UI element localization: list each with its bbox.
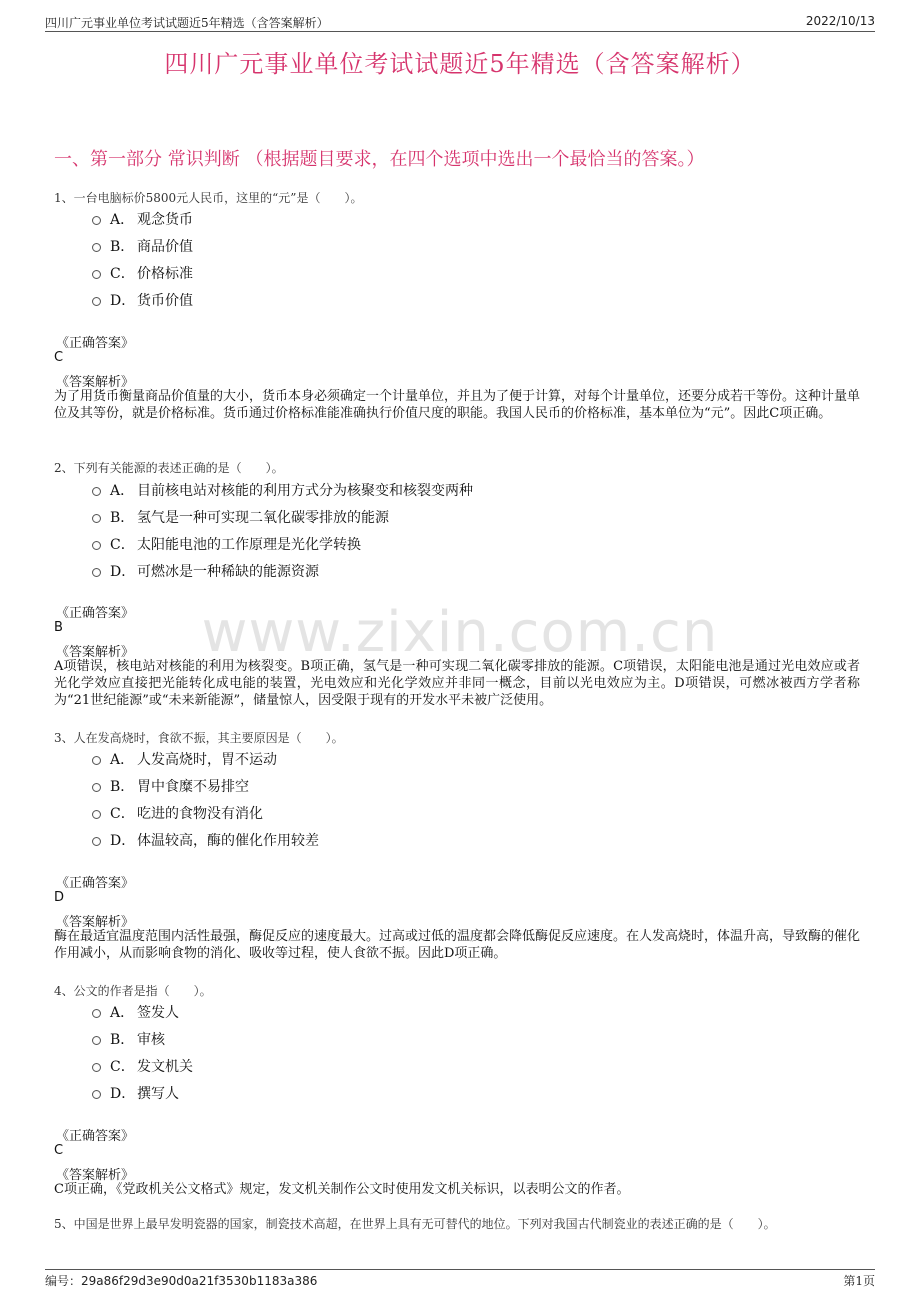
option-c[interactable]: C． 发文机关 <box>92 1056 193 1076</box>
option-d[interactable]: D． 货币价值 <box>92 290 193 310</box>
answer-value: C <box>54 350 64 365</box>
option-c[interactable]: C． 吃进的食物没有消化 <box>92 803 263 823</box>
radio-icon[interactable] <box>92 783 101 792</box>
explanation-text: 酶在最适宜温度范围内活性最强，酶促反应的速度最大。过高或过低的温度都会降低酶促反应速度。在人发高烧时，体温升高，导致酶的催化作用减小，从而影响食物的消化、吸收等过程，使人食欲不振。因此D项正确。 <box>54 929 861 961</box>
question-stem: 3、人在发高烧时，食欲不振，其主要原因是（ ）。 <box>54 731 344 745</box>
explanation-label: 《答案解析》 <box>56 915 135 930</box>
answer-label: 《正确答案》 <box>56 336 135 351</box>
radio-icon[interactable] <box>92 297 101 306</box>
radio-icon[interactable] <box>92 1090 101 1099</box>
radio-icon[interactable] <box>92 756 101 765</box>
option-b[interactable]: B． 胃中食糜不易排空 <box>92 776 249 796</box>
option-d[interactable]: D． 撰写人 <box>92 1083 179 1103</box>
option-c[interactable]: C． 太阳能电池的工作原理是光化学转换 <box>92 534 361 554</box>
option-a[interactable]: A． 签发人 <box>92 1002 179 1022</box>
answer-label: 《正确答案》 <box>56 606 135 621</box>
question-stem: 2、下列有关能源的表述正确的是（ ）。 <box>54 461 284 475</box>
explanation-text: A项错误，核电站对核能的利用为核裂变。B项正确，氢气是一种可实现二氧化碳零排放的能源。C项错误，太阳能电池是通过光电效应或者光化学效应直接把光能转化成电能的装置，光电效应和光化学效应并非同一概念，目前以光电效应为主。D项错误，可燃冰被西方学者称为“21世纪能源”或“未来新能源”，储量惊人，因受限于现有的开发水平未被广泛使用。 <box>54 659 860 708</box>
radio-icon[interactable] <box>92 541 101 550</box>
explanation-label: 《答案解析》 <box>56 1168 135 1183</box>
section-heading: 一、第一部分 常识判断 （根据题目要求，在四个选项中选出一个最恰当的答案。） <box>54 149 705 170</box>
explanation-label: 《答案解析》 <box>56 645 135 660</box>
radio-icon[interactable] <box>92 1063 101 1072</box>
doc-code: 编号：29a86f29d3e90d0a21f3530b1183a386 <box>45 1274 318 1288</box>
option-c[interactable]: C． 价格标准 <box>92 263 193 283</box>
radio-icon[interactable] <box>92 837 101 846</box>
question-stem: 1、一台电脑标价5800元人民币，这里的“元”是（ ）。 <box>54 191 363 205</box>
radio-icon[interactable] <box>92 568 101 577</box>
option-a[interactable]: A． 人发高烧时，胃不运动 <box>92 749 277 769</box>
header-date: 2022/10/13 <box>805 14 875 28</box>
option-a[interactable]: A． 观念货币 <box>92 209 193 229</box>
page-number: 第1页 <box>843 1274 875 1288</box>
footer-divider <box>45 1269 875 1270</box>
page-header <box>45 14 875 32</box>
radio-icon[interactable] <box>92 487 101 496</box>
header-doc-title: 四川广元事业单位考试试题近5年精选（含答案解析） <box>45 16 329 30</box>
radio-icon[interactable] <box>92 1036 101 1045</box>
page-footer <box>45 1272 875 1290</box>
answer-label: 《正确答案》 <box>56 1129 135 1144</box>
watermark: www.zixin.com.cn <box>201 600 719 665</box>
radio-icon[interactable] <box>92 270 101 279</box>
question-stem: 4、公文的作者是指（ ）。 <box>54 984 212 998</box>
option-b[interactable]: B． 商品价值 <box>92 236 193 256</box>
header-divider <box>45 31 875 32</box>
option-a[interactable]: A． 目前核电站对核能的利用方式分为核聚变和核裂变两种 <box>92 480 473 500</box>
explanation-text: C项正确，《党政机关公文格式》规定，发文机关制作公文时使用发文机关标识，以表明公文的作者。 <box>54 1182 630 1197</box>
radio-icon[interactable] <box>92 1009 101 1018</box>
answer-value: B <box>54 620 63 635</box>
answer-value: D <box>54 890 65 905</box>
option-b[interactable]: B． 审核 <box>92 1029 165 1049</box>
radio-icon[interactable] <box>92 810 101 819</box>
answer-value: C <box>54 1143 64 1158</box>
question-stem: 5、中国是世界上最早发明瓷器的国家，制瓷技术高超，在世界上具有无可替代的地位。下列对我国古代制瓷业的表述正确的是（ ）。 <box>54 1217 776 1231</box>
option-d[interactable]: D． 可燃冰是一种稀缺的能源资源 <box>92 561 319 581</box>
explanation-text: 为了用货币衡量商品价值量的大小，货币本身必须确定一个计量单位，并且为了便于计算，对每个计量单位，还要分成若干等份。这种计量单位及其等份，就是价格标准。货币通过价格标准能准确执行价值尺度的职能。我国人民币的价格标准，基本单位为“元”。因此C项正确。 <box>54 389 861 421</box>
radio-icon[interactable] <box>92 243 101 252</box>
option-b[interactable]: B． 氢气是一种可实现二氧化碳零排放的能源 <box>92 507 389 527</box>
radio-icon[interactable] <box>92 514 101 523</box>
radio-icon[interactable] <box>92 216 101 225</box>
option-d[interactable]: D． 体温较高，酶的催化作用较差 <box>92 830 319 850</box>
page-title: 四川广元事业单位考试试题近5年精选（含答案解析） <box>164 50 756 78</box>
explanation-label: 《答案解析》 <box>56 375 135 390</box>
answer-label: 《正确答案》 <box>56 876 135 891</box>
